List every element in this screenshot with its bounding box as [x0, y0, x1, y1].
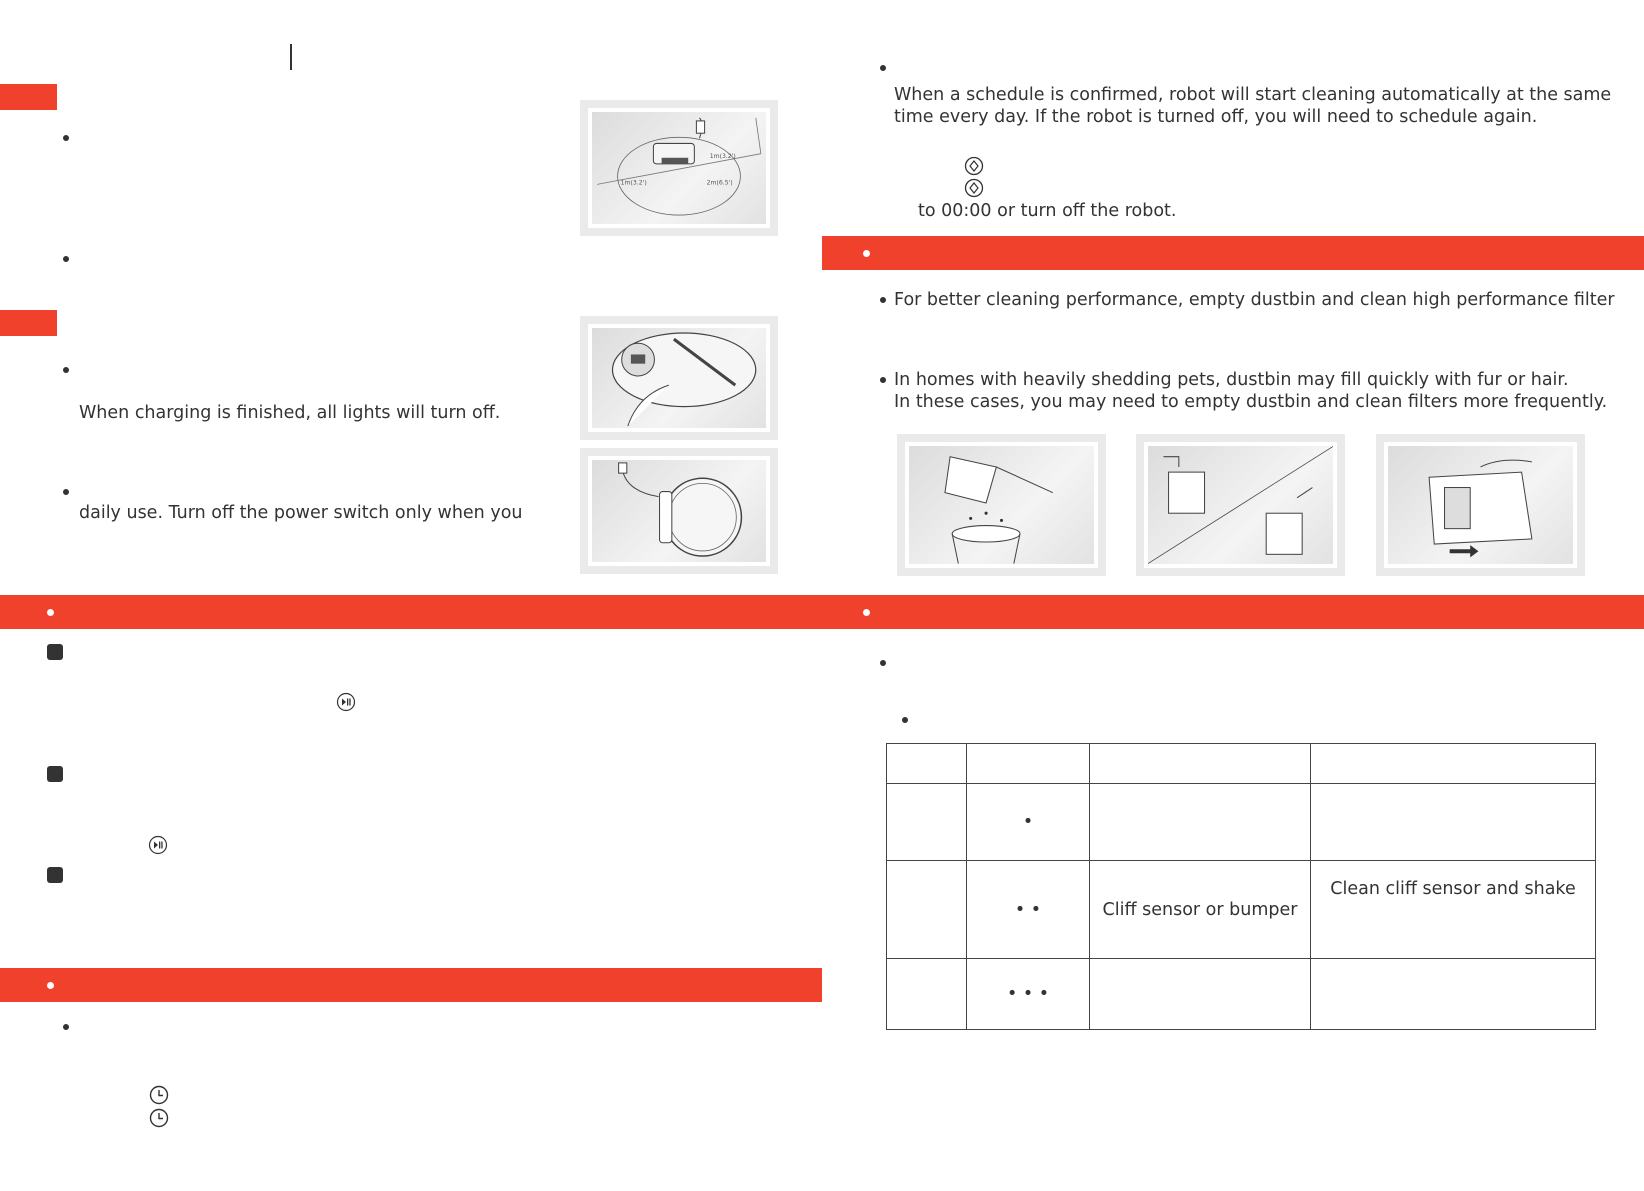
bullet [880, 660, 886, 666]
schedule-note-line2: time every day. If the robot is turned off, you will need to schedule again. [894, 107, 1538, 127]
table-cell [1311, 744, 1596, 784]
cancel-schedule-text: to 00:00 or turn off the robot. [918, 201, 1177, 221]
schedule-note-line1: When a schedule is confirmed, robot will start cleaning automatically at the same [894, 85, 1612, 105]
cause-cell: Cliff sensor or bumper [1090, 861, 1311, 959]
beep-count-cell: • • • [967, 959, 1090, 1030]
step-marker [47, 766, 63, 782]
table-cell [887, 959, 967, 1030]
bullet [63, 1024, 69, 1030]
maintenance-tip-2-line2: In these cases, you may need to empty dustbin and clean filters more frequently. [894, 392, 1608, 412]
bullet [880, 65, 886, 71]
dock-illustration [592, 112, 766, 224]
bar-bullet [863, 609, 870, 616]
power-switch-text: daily use. Turn off the power switch only when you [79, 503, 523, 523]
bullet [63, 256, 69, 262]
clock-icon [149, 1085, 169, 1105]
dock-label-left: 1m(3.2') [620, 179, 647, 187]
empty-dustbin-figure [897, 434, 1106, 576]
robot-switch-illustration [592, 328, 766, 428]
table-cell [967, 744, 1090, 784]
wash-filter-figure [1136, 434, 1345, 576]
schedule-icon [964, 156, 984, 176]
dock-placement-figure [580, 100, 778, 236]
beep-count-cell: • [967, 784, 1090, 861]
play-pause-icon [148, 835, 168, 855]
cause-cell [1090, 784, 1311, 861]
clean-filter-figure [1376, 434, 1585, 576]
filter-wash-illustration [1148, 446, 1333, 564]
solution-cell [1311, 959, 1596, 1030]
table-cell [1090, 744, 1311, 784]
section-bar-maintenance [822, 236, 1644, 270]
section-tab-charging [0, 310, 57, 336]
maintenance-tip-1: For better cleaning performance, empty dustbin and clean high performance filter [894, 290, 1615, 310]
bullet [880, 297, 886, 303]
step-marker [47, 867, 63, 883]
table-row [887, 959, 1596, 1030]
schedule-icon [964, 178, 984, 198]
robot-on-dock-figure [580, 448, 778, 574]
section-bar-cleaning-modes [0, 595, 822, 629]
power-switch-figure [580, 316, 778, 440]
bar-bullet [47, 609, 54, 616]
cause-cell [1090, 959, 1311, 1030]
bar-bullet [47, 982, 54, 989]
charging-finished-text: When charging is finished, all lights will turn off. [79, 403, 501, 423]
bullet [63, 135, 69, 141]
section-tab-placement [0, 84, 57, 110]
table-cell [887, 784, 967, 861]
table-row [887, 784, 1596, 861]
section-bar-schedule [0, 968, 822, 1002]
filter-clean-illustration [1388, 446, 1573, 564]
dock-label-right: 1m(3.2') [709, 152, 736, 160]
header-divider [290, 44, 292, 70]
play-pause-icon [336, 692, 356, 712]
maintenance-tip-2-line1: In homes with heavily shedding pets, dustbin may fill quickly with fur or hair. [894, 370, 1569, 390]
solution-cell: Clean cliff sensor and shake [1311, 861, 1596, 959]
beep-count-cell: • • [967, 861, 1090, 959]
table-cell [887, 744, 967, 784]
table-row [887, 861, 1596, 959]
bullet [63, 367, 69, 373]
dock-label-front: 2m(6.5') [706, 179, 733, 187]
bullet [902, 717, 908, 723]
error-table [886, 743, 1596, 1030]
dustbin-empty-illustration [909, 446, 1094, 564]
clock-icon [149, 1108, 169, 1128]
section-bar-error-codes [822, 595, 1644, 629]
bullet [880, 377, 886, 383]
table-header-row [887, 744, 1596, 784]
robot-dock-illustration [592, 460, 766, 562]
solution-cell [1311, 784, 1596, 861]
step-marker [47, 644, 63, 660]
table-cell [887, 861, 967, 959]
bullet [63, 489, 69, 495]
bar-bullet [863, 250, 870, 257]
